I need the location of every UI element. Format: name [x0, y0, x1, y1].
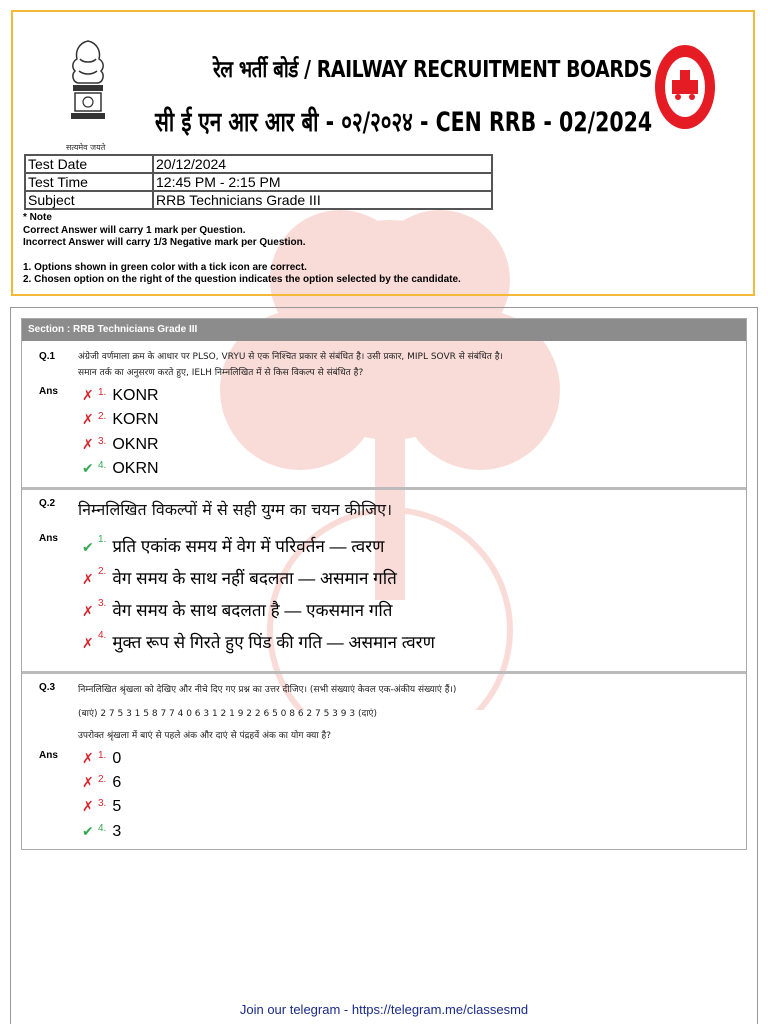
option [82, 750, 121, 768]
option [82, 534, 384, 557]
question-text: अंग्रेजी वर्णमाला क्रम के आधार पर PLSO, VRYU से एक निश्चित प्रकार से संबंधित है। उसी प्रकार, MIPL SOVR से संबंधित है। [78, 352, 503, 362]
question-number: Q.3 [39, 682, 56, 693]
option [82, 630, 435, 653]
option-text: वेग समय के साथ नहीं बदलता — असमान गति [112, 569, 397, 588]
question-section [21, 318, 747, 850]
option-text: मुक्त रूप से गिरते हुए पिंड की गति — असमान त्वरण [112, 633, 435, 652]
page-subtitle: सी ई एन आर आर बी - ०२/२०२४ - CEN RRB - 02/2024 [155, 107, 653, 138]
notes [23, 212, 461, 287]
note-line: Incorrect Answer will carry 1/3 Negative mark per Question. [23, 237, 306, 248]
option [82, 566, 397, 589]
question-text: निम्नलिखित श्रृंखला को देखिए और नीचे दिए गए प्रश्न का उत्तर दीजिए। (सभी संख्याएं केवल एक-अंकीय संख्याएं हैं।) [78, 685, 457, 695]
option-text: OKRN [112, 460, 159, 477]
emblem-caption: सत्यमेव जयते [66, 143, 106, 152]
table-row [25, 191, 492, 209]
option-number: 1. [98, 750, 107, 761]
indian-railways-logo-icon [652, 42, 718, 132]
option-number: 4. [98, 630, 107, 641]
wrong-icon: ✗ [82, 603, 94, 619]
exam-header [11, 10, 755, 296]
number-series: (बाएं) 2 7 5 3 1 5 8 7 7 4 0 6 3 1 2 1 9 2 2 6 5 0 8 6 2 7 5 3 9 3 (दाएं) [78, 709, 378, 719]
option-number: 3. [98, 598, 107, 609]
option-text: KONR [112, 387, 159, 404]
ans-label: Ans [39, 533, 58, 544]
question-q2 [22, 487, 746, 671]
info-value: RRB Technicians Grade III [153, 191, 492, 209]
option-number: 1. [98, 534, 107, 545]
option-number: 3. [98, 798, 107, 809]
note-line: 1. Options shown in green color with a tick icon are correct. [23, 261, 307, 273]
option [82, 598, 392, 621]
option [82, 823, 121, 841]
note-line: * Note [23, 212, 52, 223]
info-value: 20/12/2024 [153, 155, 492, 173]
national-emblem-icon [65, 32, 111, 152]
question-q1 [22, 341, 746, 487]
option-text: 6 [112, 774, 122, 791]
ans-label: Ans [39, 386, 58, 397]
wrong-icon: ✗ [82, 387, 94, 403]
question-text: समान तर्क का अनुसरण करते हुए, IELH निम्नलिखित में से किस विकल्प से संबंधित है? [78, 368, 364, 378]
note-line: 2. Chosen option on the right of the question indicates the option selected by the candidate. [23, 274, 461, 285]
telegram-footer-link[interactable]: Join our telegram - https://telegram.me/classesmd [239, 1002, 529, 1017]
question-number: Q.2 [39, 498, 56, 509]
note-line: Correct Answer will carry 1 mark per Question. [23, 224, 246, 236]
question-text: उपरोक्त श्रृंखला में बाएं से पहले अंक और दाएं से पंद्रहवें अंक का योग क्या है? [78, 731, 332, 741]
option-number: 2. [98, 411, 107, 422]
wrong-icon: ✗ [82, 750, 94, 766]
option-text: 3 [112, 823, 122, 840]
info-key: Test Date [25, 155, 153, 173]
option-number: 3. [98, 436, 107, 447]
section-title: Section : RRB Technicians Grade III [22, 319, 746, 341]
question-text: निम्नलिखित विकल्पों में से सही युग्म का चयन कीजिए। [78, 500, 393, 519]
check-icon: ✔ [82, 823, 94, 839]
option-text: 0 [112, 750, 122, 767]
wrong-icon: ✗ [82, 635, 94, 651]
info-key: Subject [25, 191, 153, 209]
question-q3 [22, 671, 746, 849]
wrong-icon: ✗ [82, 411, 94, 427]
info-value: 12:45 PM - 2:15 PM [153, 173, 492, 191]
option-number: 4. [98, 823, 107, 834]
wrong-icon: ✗ [82, 774, 94, 790]
option-text: प्रति एकांक समय में वेग में परिवर्तन — त्वरण [112, 537, 385, 556]
wrong-icon: ✗ [82, 798, 94, 814]
exam-info-table [24, 154, 493, 210]
option-text: 5 [112, 798, 122, 815]
option-number: 2. [98, 566, 107, 577]
page-title: रेल भर्ती बोर्ड / RAILWAY RECRUITMENT BOARDS [213, 57, 652, 83]
table-row [25, 173, 492, 191]
option [82, 387, 159, 405]
option-text: OKNR [112, 436, 159, 453]
option-number: 2. [98, 774, 107, 785]
option-number: 4. [98, 460, 107, 471]
option [82, 436, 159, 454]
option [82, 411, 159, 429]
table-row [25, 155, 492, 173]
option-text: वेग समय के साथ बदलता है — एकसमान गति [112, 601, 393, 620]
option [82, 460, 159, 478]
option [82, 774, 121, 792]
option-number: 1. [98, 387, 107, 398]
wrong-icon: ✗ [82, 571, 94, 587]
option-text: KORN [112, 411, 159, 428]
info-key: Test Time [25, 173, 153, 191]
option [82, 798, 121, 816]
ans-label: Ans [39, 750, 58, 761]
wrong-icon: ✗ [82, 436, 94, 452]
check-icon: ✔ [82, 460, 94, 476]
check-icon: ✔ [82, 539, 94, 555]
question-number: Q.1 [39, 351, 56, 362]
